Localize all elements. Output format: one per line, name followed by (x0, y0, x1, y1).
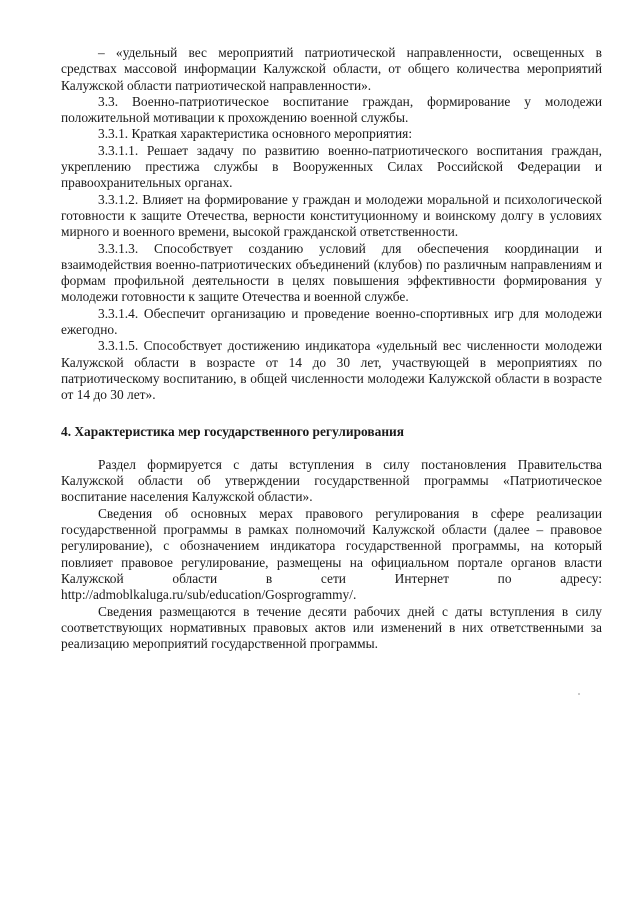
paragraph-section-formation: Раздел формируется с даты вступления в силу постановления Правительства Калужской области об утверждении государственной программы «Патриотическое воспитание населения Калужской области». (61, 456, 602, 505)
section-heading: 4. Характеристика мер государственного регулирования (61, 423, 405, 439)
paragraph-3-3: 3.3. Военно-патриотическое воспитание граждан, формирование у молодежи положительной мотивации к прохождению военной службы. (61, 93, 602, 126)
paragraph-3-3-1: 3.3.1. Краткая характеристика основного мероприятия: (98, 126, 413, 142)
paragraph-legal-regulation: Сведения об основных мерах правового регулирования в сфере реализации государственной программы в рамках полномочий Калужской области (далее – правовое регулирование), с обозначением индикатора государственной программы, на который повлияет правовое регулирование, размещены на официальном портале органов власти Калужской области в сети Интернет по адресу: http://admoblkaluga.ru/sub/education/Gosprogrammy/. (61, 505, 602, 603)
paragraph-3-3-1-1: 3.3.1.1. Решает задачу по развитию военно-патриотического воспитания граждан, укреплению престижа службы в Вооруженных Силах Российской Федерации и правоохранительных органах. (61, 142, 602, 191)
scan-speck (578, 693, 580, 695)
paragraph-3-3-1-3: 3.3.1.3. Способствует созданию условий для обеспечения координации и взаимодействия военно-патриотических объединений (клубов) по различным направлениям и формам профильной деятельности в целях повышения эффективности формирования у молодежи готовности к защите Отечества и военной службе. (61, 240, 602, 305)
document-page (61, 45, 602, 652)
paragraph-3-3-1-4: 3.3.1.4. Обеспечит организацию и проведение военно-спортивных игр для молодежи ежегодно. (61, 305, 602, 338)
paragraph-3-3-1-2: 3.3.1.2. Влияет на формирование у граждан и молодежи моральной и психологической готовности к защите Отечества, верности конституционному и воинскому долгу в условиях мирного и военного времени, высокой гражданской ответственности. (61, 191, 602, 240)
paragraph-indicator-media: – «удельный вес мероприятий патриотической направленности, освещенных в средствах массовой информации Калужской области, от общего количества мероприятий Калужской области патриотической направленности». (61, 45, 602, 93)
paragraph-3-3-1-5: 3.3.1.5. Способствует достижению индикатора «удельный вес численности молодежи Калужской области в возрасте от 14 до 30 лет, участвующей в мероприятиях по патриотическому воспитанию, в общей численности молодежи Калужской области в возрасте от 14 до 30 лет». (61, 338, 602, 403)
paragraph-publication-terms: Сведения размещаются в течение десяти рабочих дней с даты вступления в силу соответствующих нормативных правовых актов или изменений в них ответственными за реализацию мероприятий государственной программы. (61, 603, 602, 652)
